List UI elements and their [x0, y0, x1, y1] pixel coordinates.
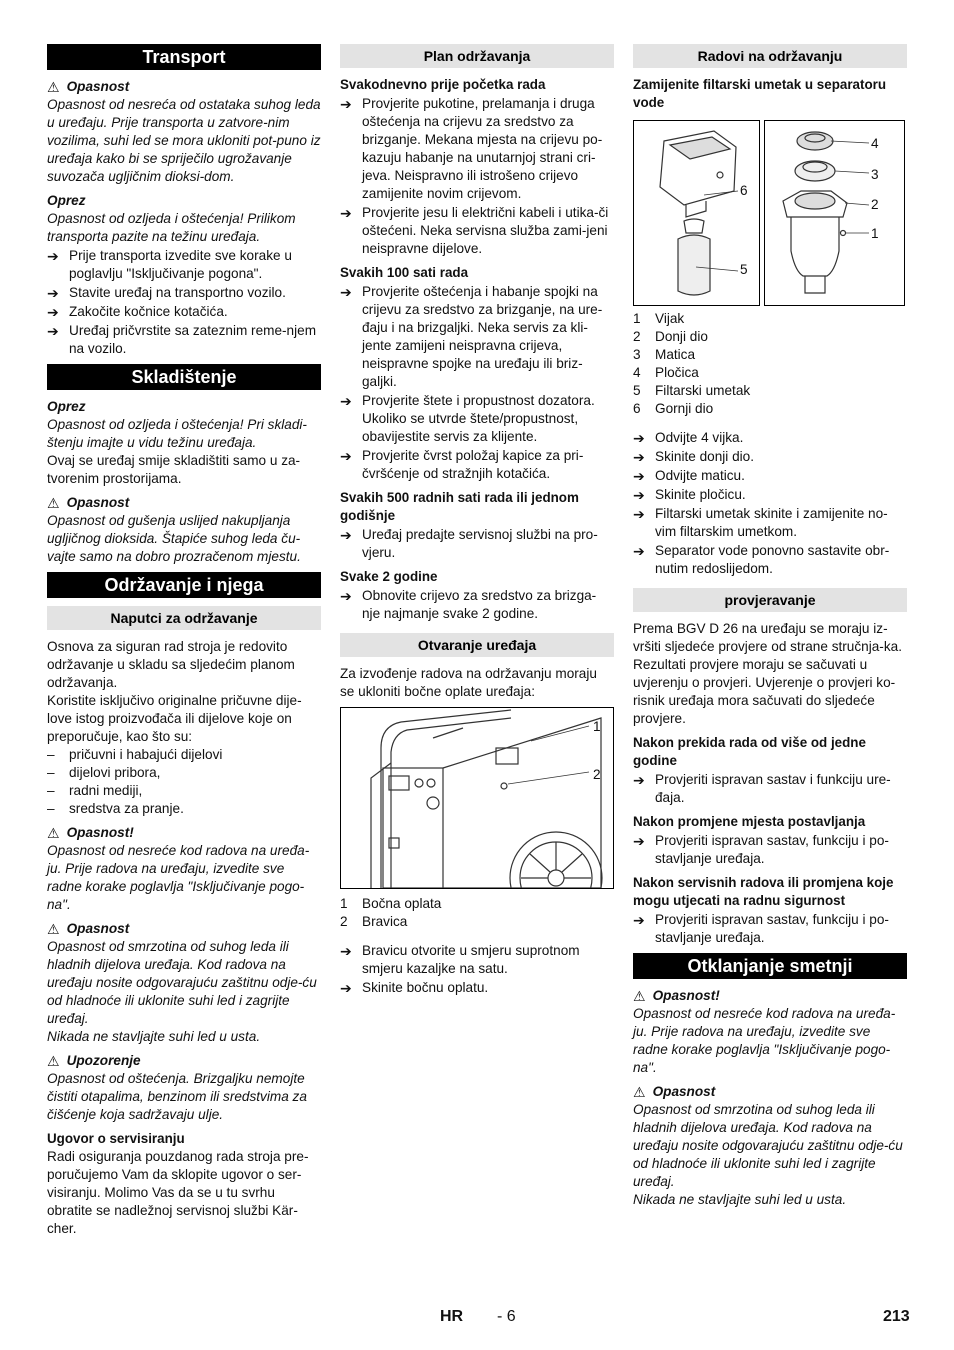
- warning-label: Opasnost!: [652, 988, 720, 1003]
- dash-bullet-icon: –: [47, 801, 55, 816]
- legend-number: 3: [633, 347, 641, 362]
- step-text: Obnovite crijevo za sredstvo za brizga-nje najmanje svake 2 godine.: [362, 588, 597, 621]
- step-text: Separator vode ponovno sastavite obr-nutim redoslijedom.: [655, 543, 890, 576]
- step-text: Provjerite čvrst položaj kapice za pri-čvršćenje od stražnjih kotačića.: [362, 448, 584, 481]
- service-contract-text: Radi osiguranja pouzdanog rada stroja pre-poručujemo Vam da sklopite ugovor o ser-visiranju. Molimo Vas da se u tu svrhu obratite se nadležnoj servisnoj službi Kär-cher.: [47, 1149, 309, 1236]
- dash-list-item: [47, 800, 321, 818]
- warning-opasnost-6: [633, 1083, 907, 1101]
- step-text: Uređaj predajte servisnoj službi na pro-vjeru.: [362, 527, 598, 560]
- legend-item: [340, 913, 614, 931]
- warning-opasnost-3: [47, 824, 321, 842]
- warning-text-extra: Nikada ne stavljajte suhi led u usta.: [47, 1029, 261, 1044]
- step-text: Provjerite štete i propustnost dozatora. Ukoliko se utvrde štete/propustnost, obavijestite servis za klijente.: [362, 393, 595, 444]
- maintenance-intro: Osnova za siguran rad stroja je redovito održavanje u skladu sa sljedećim planom održavanja.: [47, 639, 295, 690]
- step-text: Uređaj pričvrstite sa zateznim reme-njem na vozilo.: [69, 323, 317, 356]
- step-item: [633, 486, 907, 504]
- arrow-right-icon: ➔: [633, 468, 645, 484]
- warning-label: Opasnost: [66, 921, 130, 936]
- figure-callout-1: 1: [871, 226, 879, 241]
- warning-triangle-icon: ⚠: [47, 1053, 60, 1069]
- step-text: Provjeriti ispravan sastav i funkciju ure-đaja.: [655, 772, 891, 805]
- step-text: Provjeriti ispravan sastav, funkciju i po-stavljanje uređaja.: [655, 912, 889, 945]
- subsection-title-otvaranje: Otvaranje uređaja: [340, 633, 614, 657]
- warning-text: Opasnost od gušenja uslijed nakupljanja ugljičnog dioksida. Štapiće suhog leda ču-vajte samo na dobro prozračenom mjestu.: [47, 513, 301, 564]
- legend-text: Matica: [655, 347, 696, 362]
- figure-callout-3: 3: [871, 167, 879, 182]
- step-text: sredstva za pranje.: [69, 801, 184, 816]
- filter-figure-left: [633, 120, 760, 306]
- step-text: Provjerite oštećenja i habanje spojki na crijevu za sredstvo za brizganje, na ure-đaju i na brizgaljki. Neka servis za kli-jente zamijeni neispravna crijeva, neispravne spojke na uređaju ili briz-galjki.: [362, 284, 603, 389]
- caution-oprez-1: [47, 192, 321, 210]
- step-text: Provjeriti ispravan sastav, funkciju i po-stavljanje uređaja.: [655, 833, 889, 866]
- warning-triangle-icon: ⚠: [633, 988, 646, 1004]
- figure-legend: [633, 310, 907, 418]
- arrow-right-icon: ➔: [47, 285, 59, 301]
- arrow-right-icon: ➔: [633, 772, 645, 788]
- warning-label: Opasnost!: [66, 825, 134, 840]
- transport-steps: [47, 247, 321, 358]
- legend-text: Pločica: [655, 365, 699, 380]
- arrow-right-icon: ➔: [340, 527, 352, 543]
- step-item: [340, 526, 614, 562]
- step-text: Stavite uređaj na transportno vozilo.: [69, 285, 286, 300]
- step-text: dijelovi pribora,: [69, 765, 161, 780]
- step-item: [47, 322, 321, 358]
- warning-text: Opasnost od smrzotina od suhog leda ili hladnih dijelova uređaja. Kod radova na uređaju nosite odgovarajuću zaštitnu odje-ću od hladnoće ili uklonite suhi led i zagrijte uređaj.: [47, 939, 317, 1026]
- daily-steps: [340, 95, 614, 258]
- legend-item: [633, 310, 907, 328]
- arrow-right-icon: ➔: [633, 833, 645, 849]
- subheading-p2: Nakon promjene mjesta postavljanja: [633, 814, 866, 829]
- arrow-right-icon: ➔: [47, 323, 59, 339]
- dash-bullet-icon: –: [47, 747, 55, 762]
- step-text: Skinite donji dio.: [655, 449, 754, 464]
- legend-item: [340, 895, 614, 913]
- arrow-right-icon: ➔: [340, 943, 352, 959]
- figure-legend: [340, 895, 614, 931]
- arrow-right-icon: ➔: [633, 430, 645, 446]
- caution-text: Opasnost od ozljeda i oštećenja! Pri skladi-štenju imajte u vidu težinu uređaja.: [47, 417, 307, 450]
- subsection-title-provjeravanje: provjeravanje: [633, 588, 907, 612]
- step-item: [633, 832, 907, 868]
- step-item: [340, 979, 614, 997]
- arrow-right-icon: ➔: [340, 205, 352, 221]
- warning-text: Opasnost od nesreće kod radova na uređa-ju. Prije radova na uređaju, izvedite sve radne korake poglavlja "Isključivanje pogo-na".: [633, 1006, 896, 1075]
- subheading-p3: Nakon servisnih radova ili promjena koje mogu utjecati na radnu sigurnost: [633, 875, 894, 908]
- legend-item: [633, 382, 907, 400]
- warning-triangle-icon: ⚠: [47, 79, 60, 95]
- h100-steps: [340, 283, 614, 483]
- arrow-right-icon: ➔: [340, 393, 352, 409]
- step-item: [340, 283, 614, 391]
- step-item: [633, 448, 907, 466]
- step-text: Zakočite kočnice kotačića.: [69, 304, 228, 319]
- step-text: Bravicu otvorite u smjeru suprotnom smjeru kazaljke na satu.: [362, 943, 580, 976]
- figure-callout-4: 4: [871, 136, 879, 151]
- footer-page-number: 213: [883, 1308, 910, 1325]
- p3-steps: [633, 911, 907, 947]
- dash-list-item: [47, 746, 321, 764]
- opening-text: Za izvođenje radova na održavanju moraju se ukloniti bočne oplate uređaja:: [340, 666, 597, 699]
- step-text: Provjerite jesu li električni kabeli i utika-či oštećeni. Neka servisna služba zami-jeni neispravne dijelove.: [362, 205, 609, 256]
- filter-figure: [633, 120, 905, 306]
- maintenance-parts-intro: Koristite isključivo originalne pričuvne dije-love istog proizvođača ili dijelove koje on preporučuje, kao što su:: [47, 693, 302, 744]
- arrow-right-icon: ➔: [633, 487, 645, 503]
- step-item: [340, 587, 614, 623]
- warning-triangle-icon: ⚠: [47, 495, 60, 511]
- step-text: Skinite pločicu.: [655, 487, 746, 502]
- footer-language: HR: [440, 1308, 464, 1325]
- arrow-right-icon: ➔: [633, 449, 645, 465]
- legend-number: 4: [633, 365, 641, 380]
- warning-triangle-icon: ⚠: [47, 825, 60, 841]
- legend-text: Donji dio: [655, 329, 708, 344]
- section-title-odrzavanje: Održavanje i njega: [47, 572, 321, 598]
- legend-number: 2: [633, 329, 641, 344]
- warning-label: Opasnost: [66, 79, 130, 94]
- opening-steps: [340, 942, 614, 997]
- warning-text: Opasnost od nesreća od ostataka suhog leda u uređaju. Prije transporta u zatvore-nim vozilima, suhi led se mora ukloniti pot-puno iz uređaja kako bi se spriječilo ugrožavanje suvozača ugljičnim dioksi-dom.: [47, 97, 321, 184]
- device-side-panel-figure: [340, 707, 614, 889]
- caution-oprez-2: [47, 398, 321, 416]
- device-illustration: [341, 708, 611, 888]
- warning-opasnost-1: [47, 78, 321, 96]
- filter-steps: [633, 429, 907, 578]
- figure-callout-1: 1: [593, 719, 601, 734]
- step-item: [47, 247, 321, 283]
- arrow-right-icon: ➔: [47, 304, 59, 320]
- step-item: [633, 505, 907, 541]
- step-item: [47, 284, 321, 302]
- arrow-right-icon: ➔: [340, 448, 352, 464]
- legend-item: [633, 328, 907, 346]
- figure-callout-5: 5: [740, 262, 748, 277]
- y2-steps: [340, 587, 614, 623]
- section-title-otklanjanje: Otklanjanje smetnji: [633, 953, 907, 979]
- warning-triangle-icon: ⚠: [47, 921, 60, 937]
- step-item: [633, 467, 907, 485]
- caution-label: Oprez: [47, 399, 86, 414]
- caution-label: Oprez: [47, 193, 86, 208]
- p2-steps: [633, 832, 907, 868]
- step-item: [47, 303, 321, 321]
- filter-lower-illustration: [765, 121, 905, 305]
- legend-item: [633, 346, 907, 364]
- warning-upozorenje: [47, 1052, 321, 1070]
- warning-opasnost-5: [633, 987, 907, 1005]
- legend-number: 1: [340, 896, 348, 911]
- step-text: Filtarski umetak skinite i zamijenite no-vim filtarskim umetkom.: [655, 506, 888, 539]
- step-text: Provjerite pukotine, prelamanja i druga oštećenja na crijevu za sredstvo za brizganje. Mekana mjesta na crijevu po-kazuju habanje na unutarnjoj strani cri-jeva. Neispravno ili istrošeno crijevo zamijenite novim crijevom.: [362, 96, 603, 201]
- step-item: [340, 942, 614, 978]
- column-middle: [340, 44, 614, 997]
- legend-number: 1: [633, 311, 641, 326]
- subheading-100h: Svakih 100 sati rada: [340, 265, 469, 280]
- figure-callout-6: 6: [740, 183, 748, 198]
- arrow-right-icon: ➔: [340, 588, 352, 604]
- warning-text: Opasnost od nesreće kod radova na uređa-ju. Prije radova na uređaju, izvedite sve radne korake poglavlja "Isključivanje pogo-na".: [47, 843, 310, 912]
- legend-number: 6: [633, 401, 641, 416]
- inspection-text: Prema BGV D 26 na uređaju se moraju iz-vršiti sljedeće provjere od strane stručnja-ka. Rezultati provjere moraju se sačuvati u uvjerenju o provjeri. Uvjerenje o provjeri ko-risnik uređaja mora sačuvati do sljedeće provjere.: [633, 621, 902, 726]
- footer-page-local: - 6: [497, 1308, 516, 1325]
- warning-text: Opasnost od oštećenja. Brizgaljku nemojte čistiti otapalima, benzinom ili sredstvima za čišćenje koja sadržavaju ulje.: [47, 1071, 307, 1122]
- dash-list-item: [47, 782, 321, 800]
- step-text: Odvijte maticu.: [655, 468, 745, 483]
- subheading-daily: Svakodnevno prije početka rada: [340, 77, 546, 92]
- storage-text: Ovaj se uređaj smije skladištiti samo u za-tvorenim prostorijama.: [47, 453, 301, 486]
- arrow-right-icon: ➔: [47, 248, 59, 264]
- dash-list-item: [47, 764, 321, 782]
- subheading-2y: Svake 2 godine: [340, 569, 438, 584]
- arrow-right-icon: ➔: [633, 912, 645, 928]
- step-item: [340, 392, 614, 446]
- step-text: Skinite bočnu oplatu.: [362, 980, 489, 995]
- arrow-right-icon: ➔: [340, 980, 352, 996]
- column-right: [633, 44, 907, 1209]
- p1-steps: [633, 771, 907, 807]
- step-text: pričuvni i habajući dijelovi: [69, 747, 223, 762]
- section-title-skladistenje: Skladištenje: [47, 364, 321, 390]
- caution-text: Opasnost od ozljeda i oštećenja! Prilikom transporta pazite na težinu uređaja.: [47, 211, 296, 244]
- step-item: [340, 95, 614, 203]
- warning-label: Opasnost: [66, 495, 130, 510]
- dash-bullet-icon: –: [47, 783, 55, 798]
- arrow-right-icon: ➔: [340, 96, 352, 112]
- legend-item: [633, 400, 907, 418]
- figure-callout-2: 2: [871, 197, 879, 212]
- arrow-right-icon: ➔: [633, 543, 645, 559]
- subheading-p1: Nakon prekida rada od više od jedne godine: [633, 735, 866, 768]
- legend-text: Vijak: [655, 311, 685, 326]
- warning-triangle-icon: ⚠: [633, 1084, 646, 1100]
- step-item: [633, 911, 907, 947]
- warning-text-extra: Nikada ne stavljajte suhi led u usta.: [633, 1192, 847, 1207]
- subheading-filter: Zamijenite filtarski umetak u separatoru vode: [633, 77, 887, 110]
- subheading-500h: Svakih 500 radnih sati rada ili jednom godišnje: [340, 490, 579, 523]
- step-item: [633, 542, 907, 578]
- step-text: Prije transporta izvedite sve korake u poglavlju "Isključivanje pogona".: [69, 248, 292, 281]
- legend-text: Filtarski umetak: [655, 383, 751, 398]
- subsection-title-radovi: Radovi na održavanju: [633, 44, 907, 68]
- dash-bullet-icon: –: [47, 765, 55, 780]
- warning-opasnost-4: [47, 920, 321, 938]
- figure-callout-2: 2: [593, 767, 601, 782]
- step-item: [633, 771, 907, 807]
- subsection-title-plan: Plan održavanja: [340, 44, 614, 68]
- legend-text: Gornji dio: [655, 401, 714, 416]
- legend-text: Bočna oplata: [362, 896, 442, 911]
- section-title-transport: Transport: [47, 44, 321, 70]
- legend-number: 5: [633, 383, 641, 398]
- step-text: radni mediji,: [69, 783, 143, 798]
- filter-figure-right: [764, 120, 905, 306]
- warning-opasnost-2: [47, 494, 321, 512]
- step-item: [340, 204, 614, 258]
- step-item: [340, 447, 614, 483]
- legend-item: [633, 364, 907, 382]
- arrow-right-icon: ➔: [633, 506, 645, 522]
- step-item: [633, 429, 907, 447]
- subheading-ugovor: Ugovor o servisiranju: [47, 1131, 185, 1146]
- warning-label: Opasnost: [652, 1084, 716, 1099]
- legend-text: Bravica: [362, 914, 408, 929]
- h500-steps: [340, 526, 614, 562]
- column-left: [47, 44, 321, 1238]
- subsection-title-naputci: Naputci za održavanje: [47, 606, 321, 630]
- legend-number: 2: [340, 914, 348, 929]
- arrow-right-icon: ➔: [340, 284, 352, 300]
- warning-text: Opasnost od smrzotina od suhog leda ili hladnih dijelova uređaja. Kod radova na uređaju nosite odgovarajuću zaštitnu odje-ću od hladnoće ili uklonite suhi led i zagrijte uređaj.: [633, 1102, 903, 1189]
- parts-list: [47, 746, 321, 818]
- warning-label: Upozorenje: [66, 1053, 141, 1068]
- step-text: Odvijte 4 vijka.: [655, 430, 744, 445]
